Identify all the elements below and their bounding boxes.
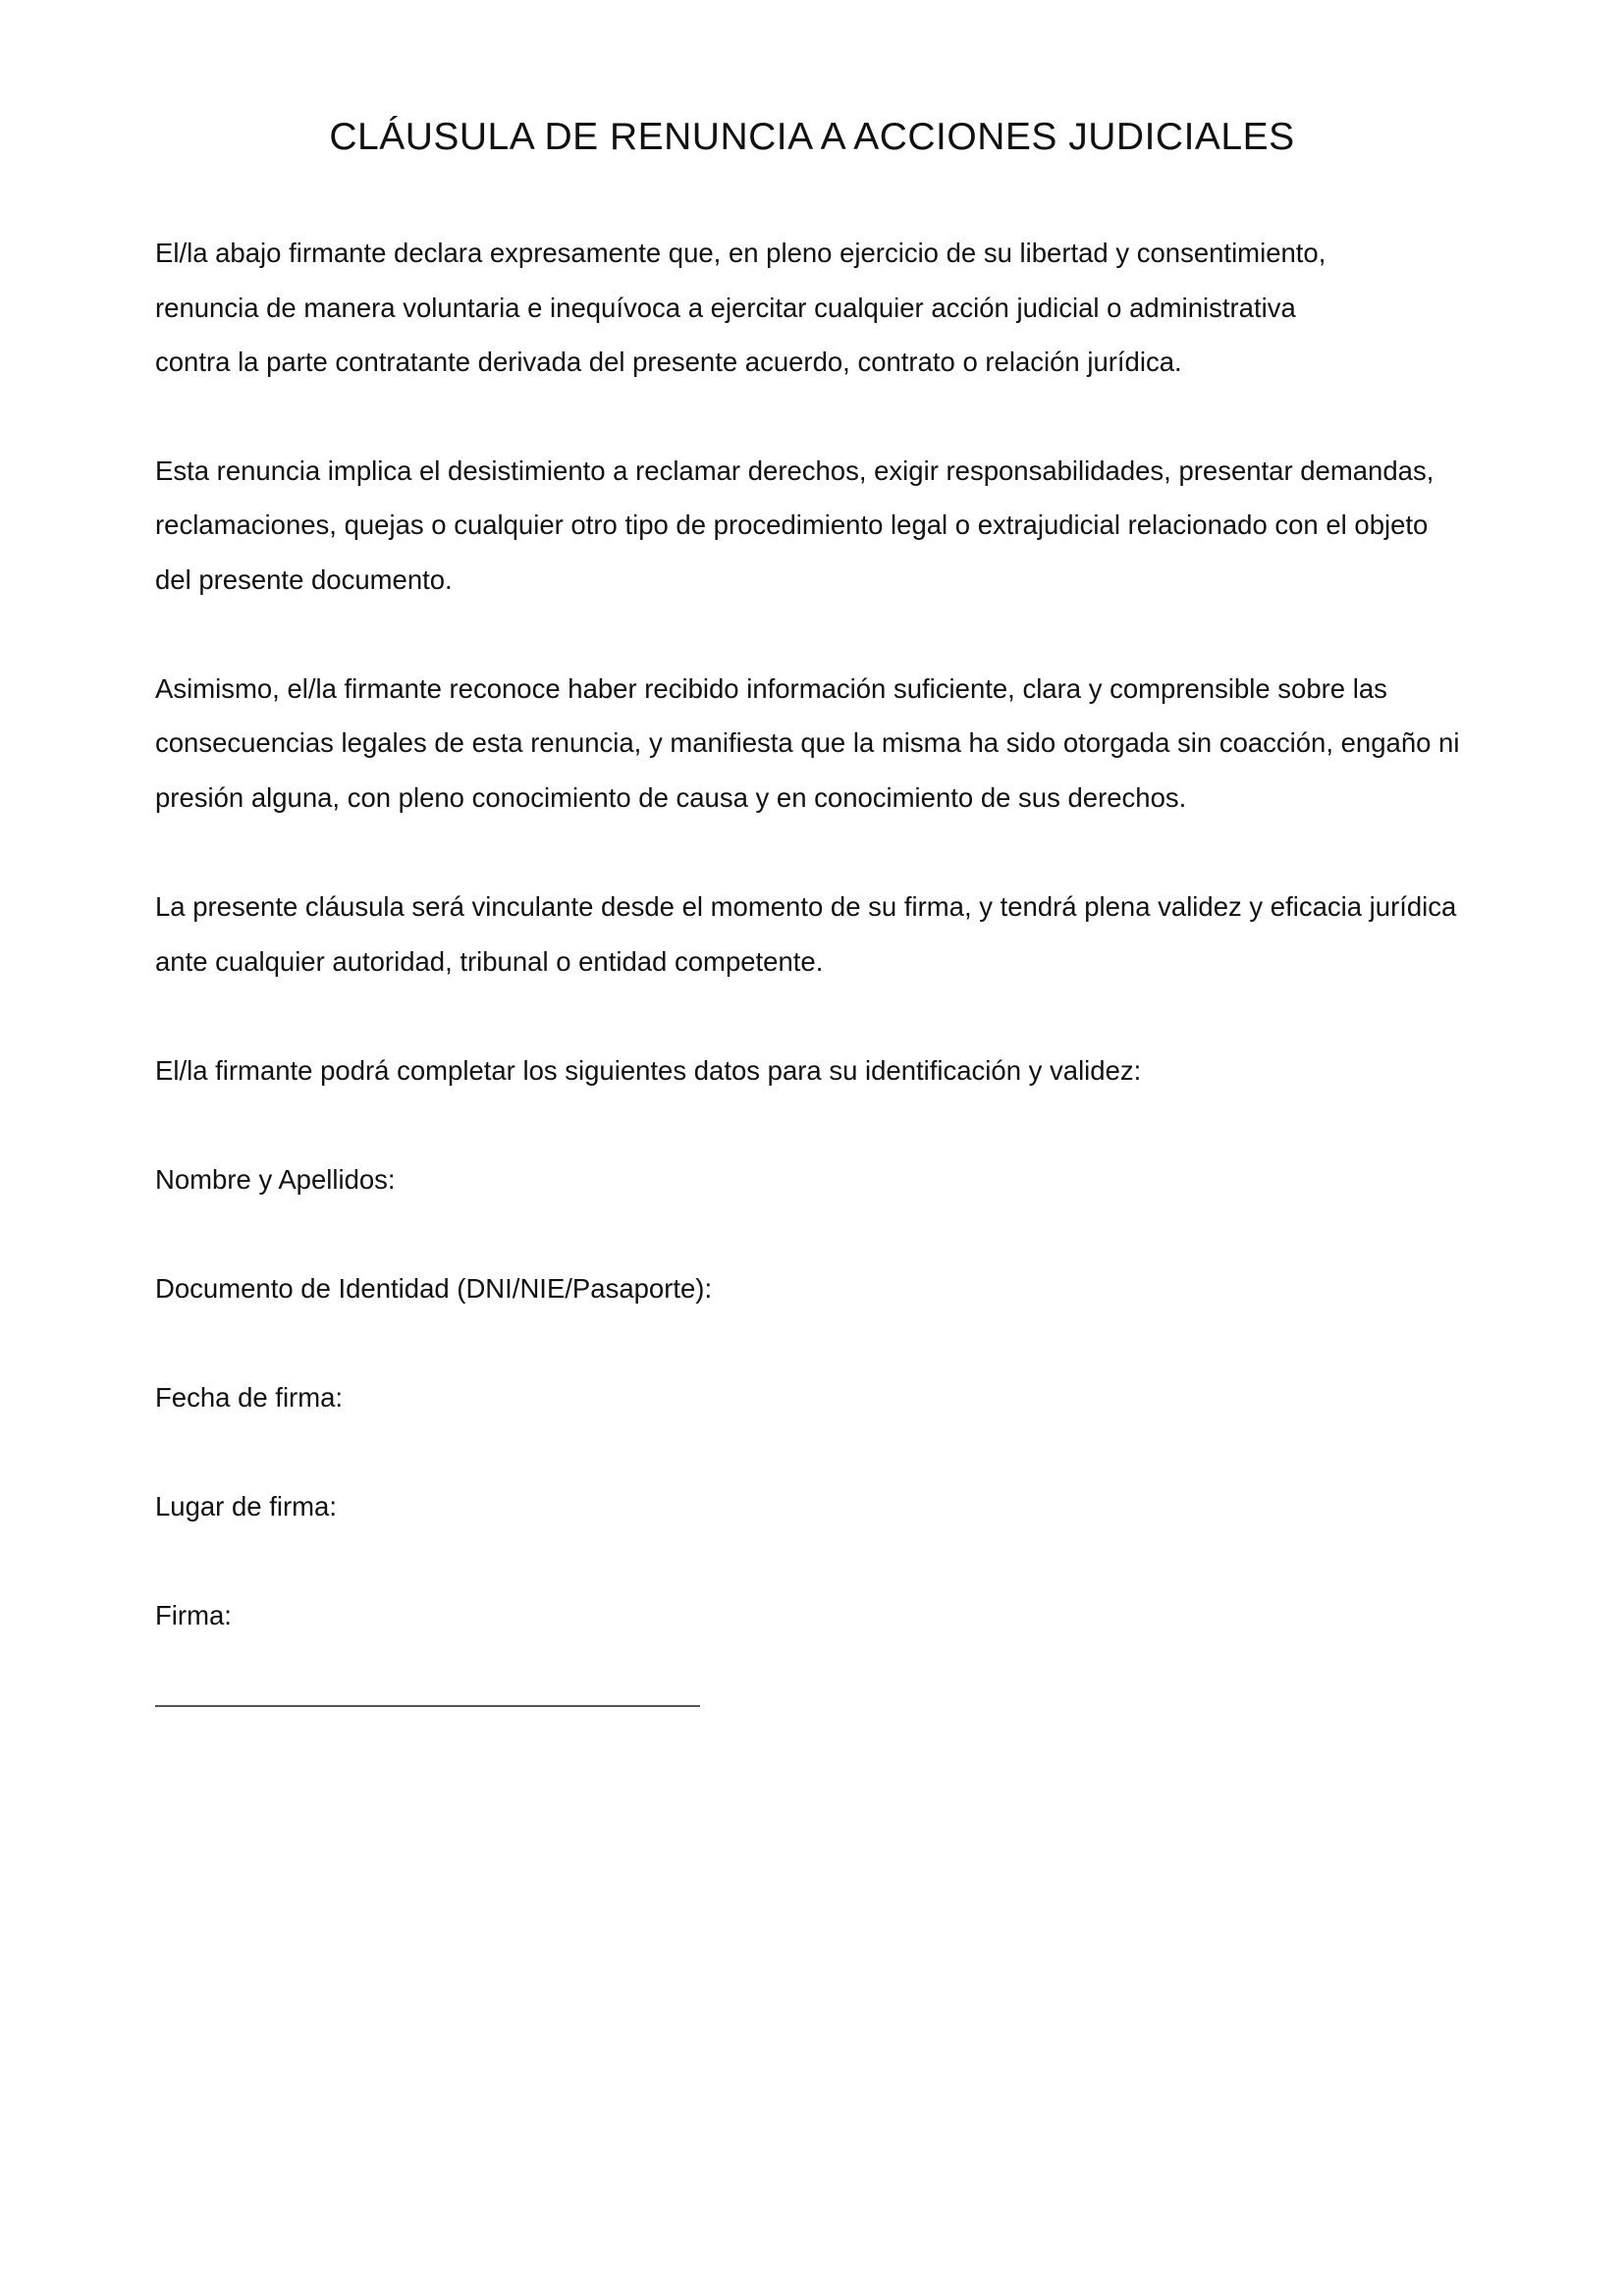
paragraph-1-line-2: renuncia de manera voluntaria e inequívoca a ejercitar cualquier acción judicial o administrativa [155,293,1296,323]
paragraph-3-line-1: Asimismo, el/la firmante reconoce haber recibido información suficiente, clara y comprensible sobre las [155,673,1387,704]
paragraph-3-line-2: consecuencias legales de esta renuncia, y manifiesta que la misma ha sido otorgada sin coacción, engaño ni [155,727,1460,758]
id-document-field-label: Documento de Identidad (DNI/NIE/Pasaporte): [155,1273,713,1304]
paragraph-2-line-3: del presente documento. [155,564,453,595]
paragraph-1-line-1: El/la abajo firmante declara expresamente que, en pleno ejercicio de su libertad y consentimiento, [155,238,1326,268]
document-title: CLÁUSULA DE RENUNCIA A ACCIONES JUDICIALES [329,116,1295,158]
paragraph-3-line-3: presión alguna, con pleno conocimiento de causa y en conocimiento de sus derechos. [155,782,1187,813]
signing-place-field-label: Lugar de firma: [155,1491,337,1522]
paragraph-1-line-3: contra la parte contratante derivada del presente acuerdo, contrato o relación jurídica. [155,347,1182,377]
paragraph-2-line-1: Esta renuncia implica el desistimiento a reclamar derechos, exigir responsabilidades, presentar demandas, [155,455,1435,486]
paragraph-4-line-1: La presente cláusula será vinculante desde el momento de su firma, y tendrá plena validez y eficacia jurídica [155,891,1457,922]
paragraph-5-line-1: El/la firmante podrá completar los siguientes datos para su identificación y validez: [155,1055,1142,1086]
name-field-label: Nombre y Apellidos: [155,1164,396,1195]
paragraph-4-line-2: ante cualquier autoridad, tribunal o entidad competente. [155,946,824,977]
paragraph-2-line-2: reclamaciones, quejas o cualquier otro tipo de procedimiento legal o extrajudicial relacionado con el objeto [155,509,1429,540]
signature-line [155,1705,700,1707]
signing-date-field-label: Fecha de firma: [155,1382,344,1413]
signature-field-label: Firma: [155,1600,232,1630]
